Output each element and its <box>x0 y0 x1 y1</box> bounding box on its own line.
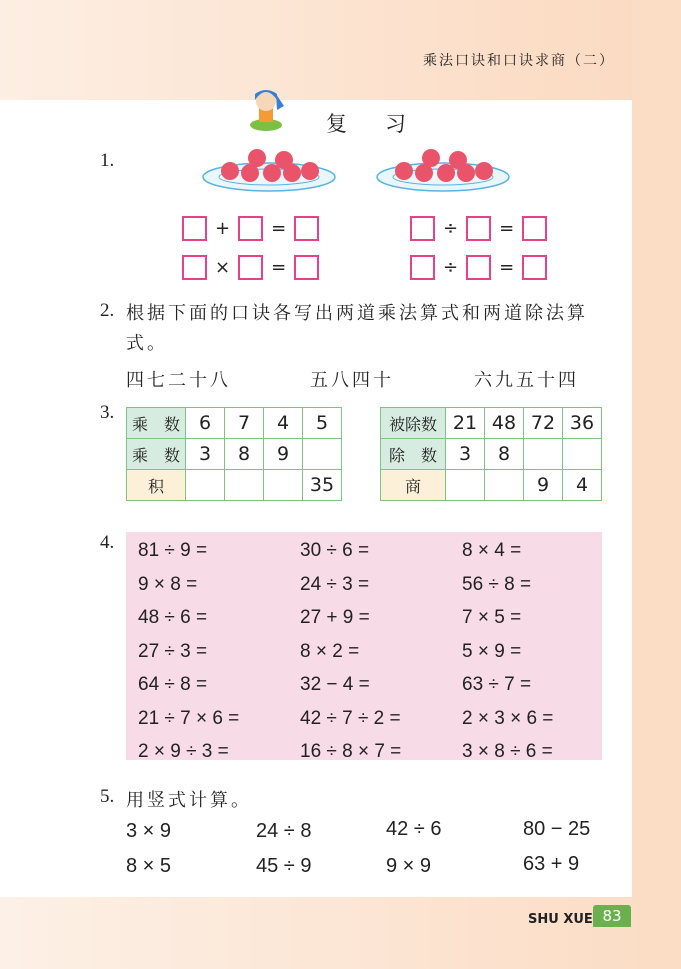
cell[interactable] <box>264 470 303 501</box>
row-label: 被除数 <box>381 408 446 439</box>
multiplication-table <box>126 407 342 501</box>
oral-calc-item: 9 × 8 = <box>138 573 198 595</box>
oral-calc-item: 2 × 9 ÷ 3 = <box>138 741 229 762</box>
question-text: 用竖式计算。 <box>126 790 252 811</box>
oral-calc-item: 27 + 9 = <box>300 607 370 628</box>
row-label: 积 <box>127 470 186 501</box>
page-number: 83 <box>593 905 631 927</box>
oral-calc-item: 81 ÷ 9 = <box>138 540 208 561</box>
oral-calc-item: 7 × 5 = <box>462 607 522 628</box>
oral-calc-item: 5 × 9 = <box>462 640 522 662</box>
answer-box[interactable] <box>238 255 263 280</box>
cell: 3 <box>446 439 485 470</box>
operator: × <box>215 257 231 278</box>
oral-calc-item: 32 − 4 = <box>300 674 370 695</box>
vertical-calc-item: 24 ÷ 8 <box>256 820 312 842</box>
answer-box[interactable] <box>182 255 207 280</box>
oral-calc-item: 56 ÷ 8 = <box>462 573 532 595</box>
equation-division <box>410 216 547 241</box>
answer-box[interactable] <box>294 216 319 241</box>
equals-sign: = <box>499 257 515 278</box>
question-number: 1. <box>100 150 115 171</box>
cell: 5 <box>303 408 342 439</box>
cell: 3 <box>186 439 225 470</box>
oral-calc-item: 3 × 8 ÷ 6 = <box>462 741 553 762</box>
answer-box[interactable] <box>294 255 319 280</box>
row-label: 乘 数 <box>127 439 186 470</box>
operator: ÷ <box>443 218 459 239</box>
cell: 9 <box>524 470 563 501</box>
section-title: 复习 <box>326 112 444 136</box>
oral-calc-item: 63 ÷ 7 = <box>462 674 532 695</box>
cell: 21 <box>446 408 485 439</box>
question-number: 4. <box>100 532 115 553</box>
cell: 48 <box>485 408 524 439</box>
oral-calc-item: 64 ÷ 8 = <box>138 674 208 695</box>
oral-calc-item: 2 × 3 × 6 = <box>462 707 554 729</box>
cell: 8 <box>225 439 264 470</box>
answer-box[interactable] <box>466 255 491 280</box>
row-label: 乘 数 <box>127 408 186 439</box>
oral-calc-item: 48 ÷ 6 = <box>138 607 208 628</box>
page-footer-band <box>0 897 681 969</box>
rhyme: 五八四十 <box>310 370 394 391</box>
question-number: 2. <box>100 300 115 321</box>
cell: 72 <box>524 408 563 439</box>
answer-box[interactable] <box>466 216 491 241</box>
operator: ÷ <box>443 257 459 278</box>
oral-calc-item: 42 ÷ 7 ÷ 2 = <box>300 707 401 729</box>
equation-division <box>410 255 547 280</box>
cell: 6 <box>186 408 225 439</box>
strawberry-plate-image <box>200 140 340 198</box>
oral-calc-item: 16 ÷ 8 × 7 = <box>300 741 402 762</box>
cell: 9 <box>264 439 303 470</box>
vertical-calc-item: 80 − 25 <box>523 818 591 840</box>
vertical-calc-item: 63 + 9 <box>523 853 580 875</box>
oral-calc-item: 21 ÷ 7 × 6 = <box>138 707 240 729</box>
cell[interactable] <box>524 439 563 470</box>
vertical-calc-item: 42 ÷ 6 <box>386 818 442 840</box>
vertical-calc-item: 9 × 9 <box>386 855 432 877</box>
cell: 35 <box>303 470 342 501</box>
vertical-calc-item: 3 × 9 <box>126 820 172 842</box>
rhyme: 六九五十四 <box>474 370 579 391</box>
cell[interactable] <box>485 470 524 501</box>
cell: 8 <box>485 439 524 470</box>
answer-box[interactable] <box>410 216 435 241</box>
question-number: 3. <box>100 402 115 423</box>
cell: 7 <box>225 408 264 439</box>
strawberry-plate-image <box>374 140 514 198</box>
operator: + <box>215 218 231 239</box>
cell[interactable] <box>303 439 342 470</box>
vertical-calc-item: 45 ÷ 9 <box>256 855 312 877</box>
equals-sign: = <box>271 257 287 278</box>
answer-box[interactable] <box>410 255 435 280</box>
subject-label: SHU XUE <box>528 912 593 927</box>
cell[interactable] <box>563 439 602 470</box>
question-text: 根据下面的口诀各写出两道乘法算式和两道除法算式。 <box>126 303 588 354</box>
equation-multiplication <box>182 255 319 280</box>
oral-calc-item: 24 ÷ 3 = <box>300 573 370 595</box>
cell[interactable] <box>225 470 264 501</box>
equals-sign: = <box>499 218 515 239</box>
answer-box[interactable] <box>182 216 207 241</box>
oral-calc-item: 27 ÷ 3 = <box>138 640 208 662</box>
equation-addition <box>182 216 319 241</box>
answer-box[interactable] <box>522 216 547 241</box>
oral-calc-item: 30 ÷ 6 = <box>300 540 370 561</box>
equals-sign: = <box>271 218 287 239</box>
answer-box[interactable] <box>522 255 547 280</box>
cartoon-girl-icon <box>246 86 286 132</box>
cell[interactable] <box>186 470 225 501</box>
cell[interactable] <box>446 470 485 501</box>
row-label: 商 <box>381 470 446 501</box>
cell: 4 <box>563 470 602 501</box>
division-table <box>380 407 602 501</box>
chapter-title: 乘法口诀和口诀求商（二） <box>423 53 615 69</box>
page-margin-right <box>632 0 681 969</box>
oral-calculation-panel <box>126 532 602 760</box>
rhyme: 四七二十八 <box>126 370 231 391</box>
cell: 36 <box>563 408 602 439</box>
cell: 4 <box>264 408 303 439</box>
oral-calc-item: 8 × 4 = <box>462 540 522 561</box>
question-number: 5. <box>100 786 115 807</box>
answer-box[interactable] <box>238 216 263 241</box>
row-label: 除 数 <box>381 439 446 470</box>
oral-calc-item: 8 × 2 = <box>300 640 360 662</box>
vertical-calc-item: 8 × 5 <box>126 855 172 877</box>
